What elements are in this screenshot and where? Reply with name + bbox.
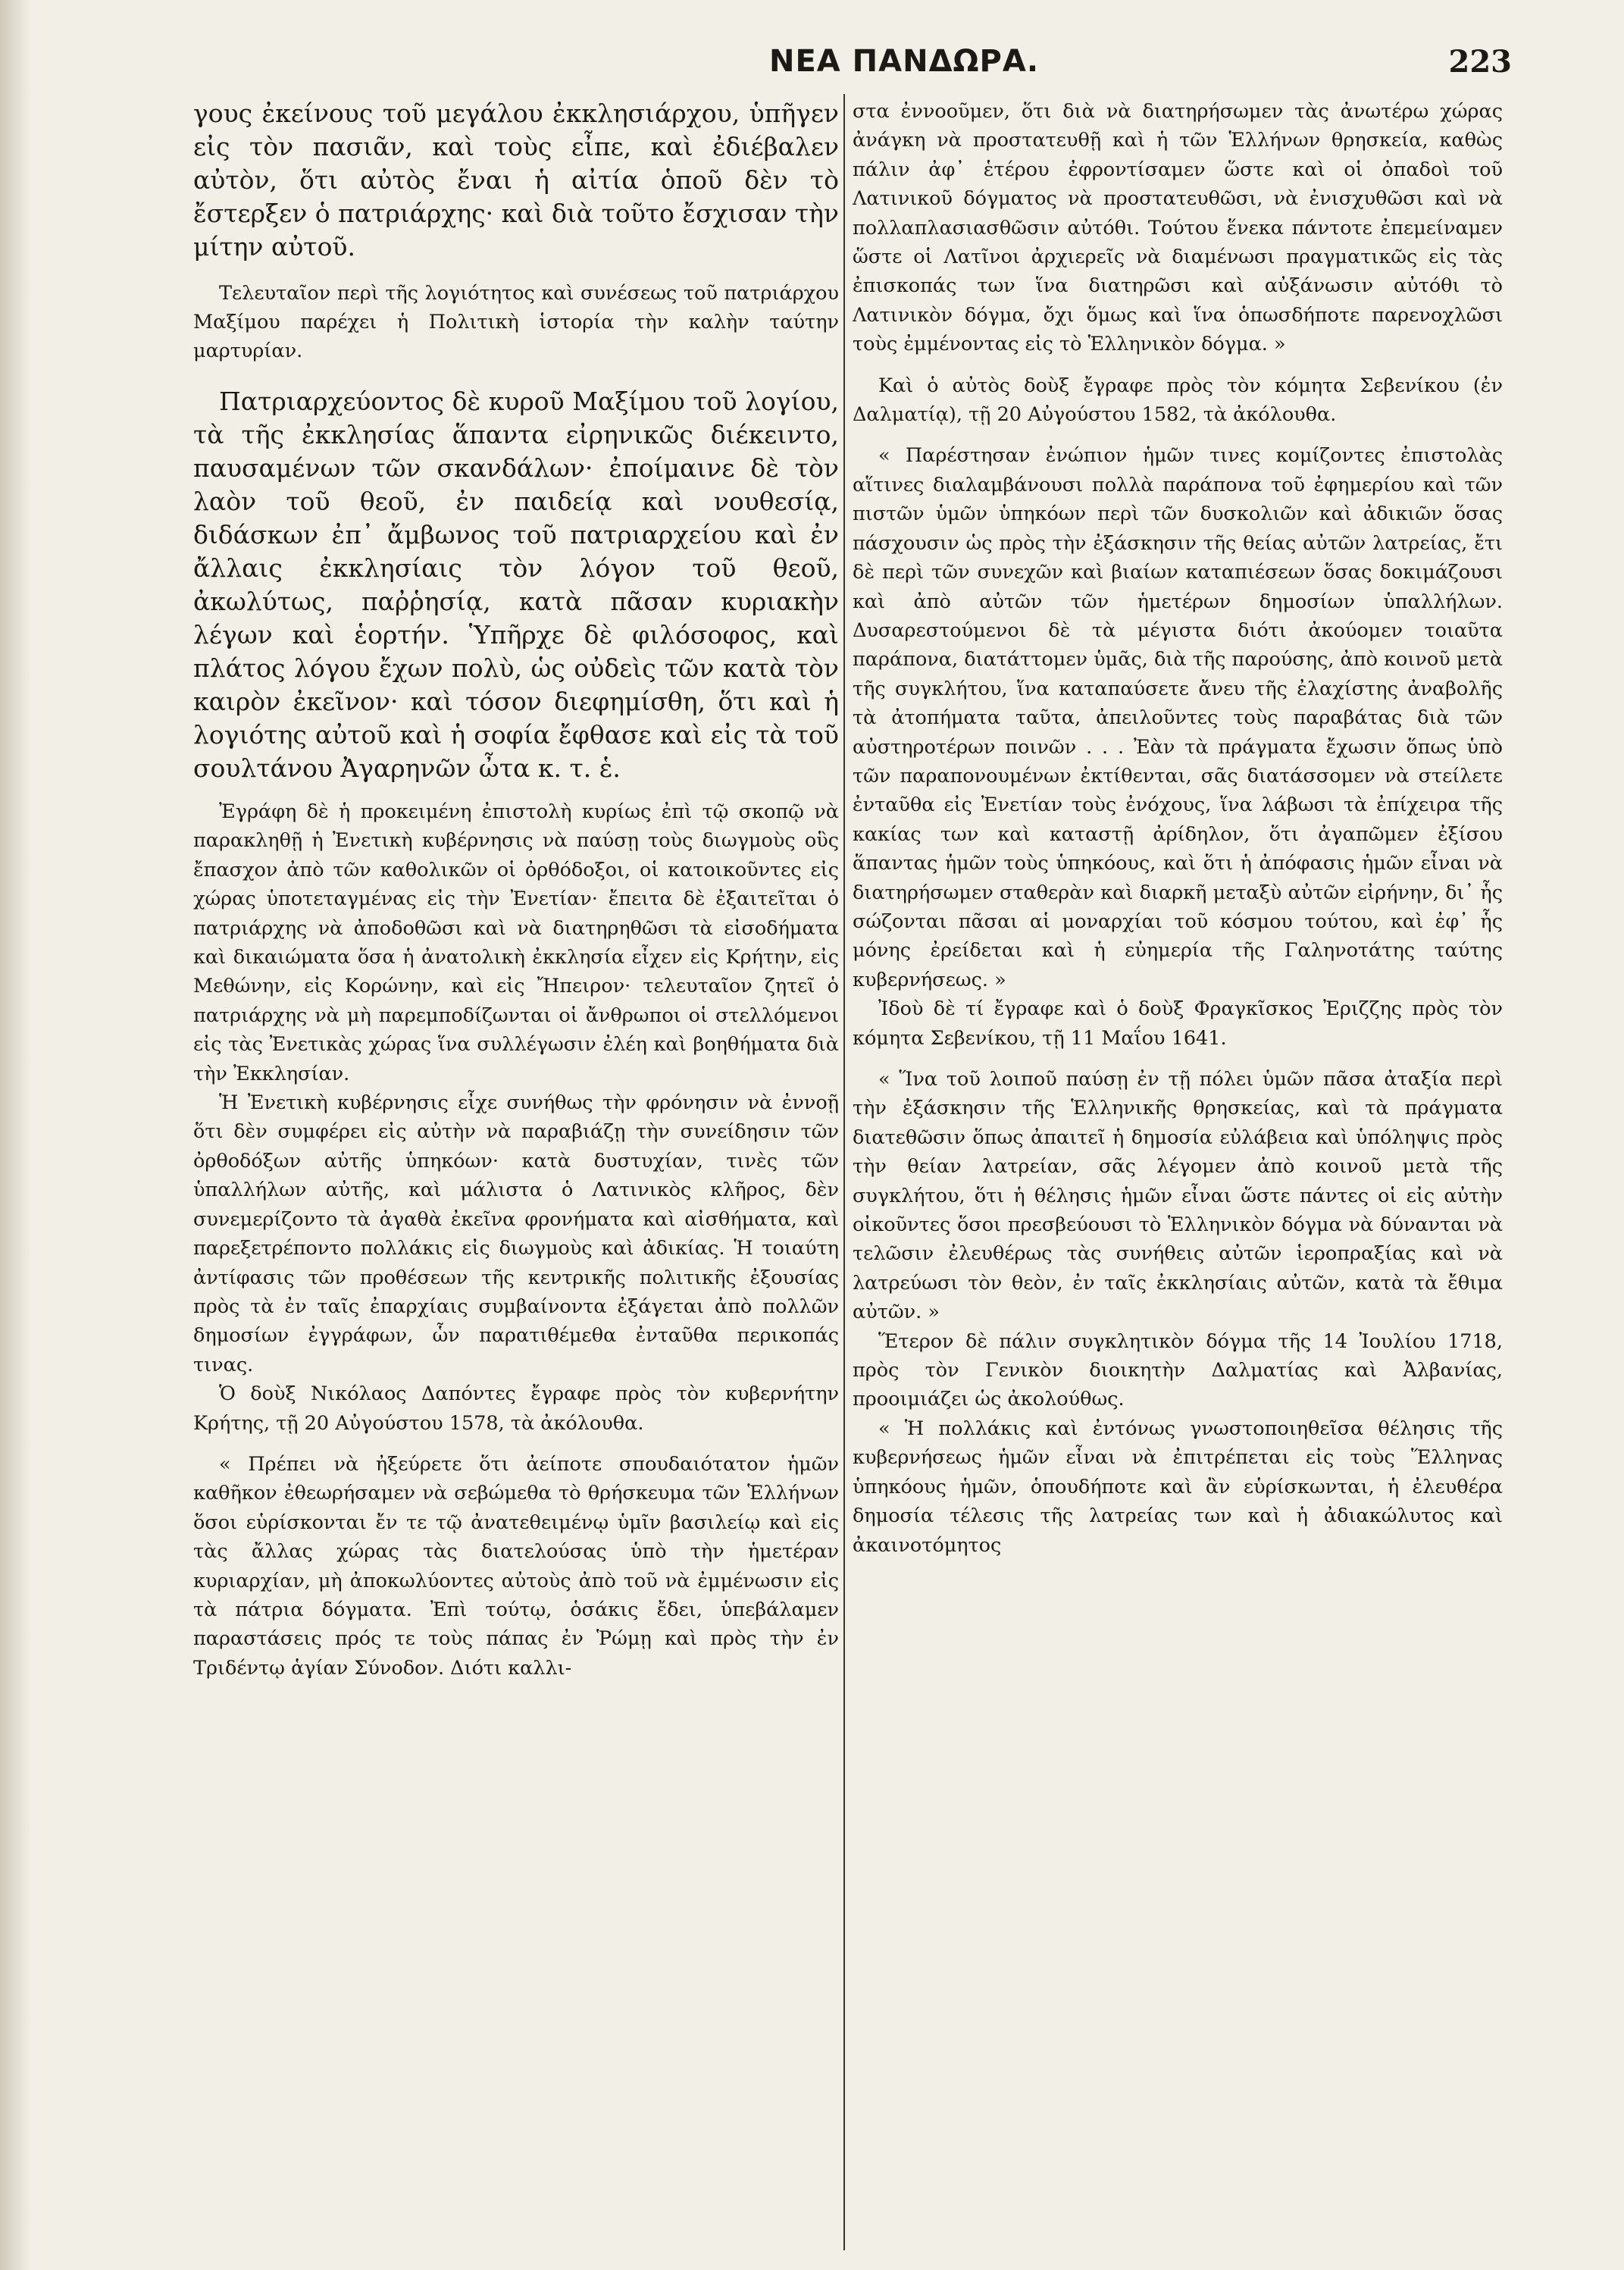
paragraph: Καὶ ὁ αὐτὸς δοὺξ ἔγραφε πρὸς τὸν κόμητα Σεβενίκου (ἐν Δαλματίᾳ), τῇ 20 Αὐγούστου 1582, τὰ ἀκόλουθα. (853, 374, 1503, 427)
right-column (853, 97, 1503, 2250)
book-gutter-shadow (0, 0, 32, 2270)
paragraph: Ἡ Ἐνετικὴ κυβέρνησις εἶχε συνήθως τὴν φρόνησιν νὰ ἐννοῇ ὅτι δὲν συμφέρει εἰς αὐτὴν νὰ παραβιάζῃ τὴν συνείδησιν τῶν ὀρθοδόξων αὐτῆς ὑπηκόων· κατὰ δυστυχίαν, τινὲς τῶν ὑπαλλήλων αὐτῆς, καὶ μάλιστα ὁ Λατινικὸς κλῆρος, δὲν συνεμερίζοντο τὰ ἀγαθὰ ἐκεῖνα φρονήματα καὶ αἰσθήματα, καὶ παρεξετρέποντο πολλάκις εἰς διωγμοὺς καὶ ἀδικίας. Ἡ τοιαύτη ἀντίφασις τῶν προθέσεων τῆς κεντρικῆς πολιτικῆς ἐξουσίας πρὸς τὰ ἐν ταῖς ἐπαρχίαις συμβαίνοντα ἐξάγεται ἀπὸ πολλῶν δημοσίων ἐγγράφων, ὧν παρατιθέμεθα ἐνταῦθα περικοπάς τινας. (193, 1091, 839, 1376)
paragraph: Τελευταῖον περὶ τῆς λογιότητος καὶ συνέσεως τοῦ πατριάρχου Μαξίμου παρέχει ἡ Πολιτικὴ ἱστορία τὴν καλὴν ταύτην μαρτυρίαν. (193, 282, 839, 362)
paragraph: Ἐγράφη δὲ ἡ προκειμένη ἐπιστολὴ κυρίως ἐπὶ τῷ σκοπῷ νὰ παρακληθῇ ἡ Ἐνετικὴ κυβέρνησις νὰ παύσῃ τοὺς διωγμοὺς οὓς ἔπασχον ἀπὸ τῶν καθολικῶν οἱ ὀρθόδοξοι, οἱ κατοικοῦντες εἰς χώρας ὑποτεταγμένας εἰς τὴν Ἐνετίαν· ἔπειτα δὲ ἐξαιτεῖται ὁ πατριάρχης νὰ ἀποδοθῶσι καὶ νὰ διατηρηθῶσι τὰ εἰσοδήματα καὶ δικαιώματα ὅσα ἡ ἀνατολικὴ ἐκκλησία εἶχεν εἰς Κρήτην, εἰς Μεθώνην, εἰς Κορώνην, καὶ εἰς Ἤπειρον· τελευταῖον ζητεῖ ὁ πατριάρχης νὰ μὴ παρεμποδίζωνται οἱ ἄνθρωποι οἱ στελλόμενοι εἰς τὰς Ἐνετικὰς χώρας ἵνα συλλέγωσιν ἐλέη καὶ βοηθήματα διὰ τὴν Ἐκκλησίαν. (193, 800, 839, 1085)
quoted-letter: στα ἐννοοῦμεν, ὅτι διὰ νὰ διατηρήσωμεν τὰς ἀνωτέρω χώρας ἀνάγκη νὰ προστατευθῇ καὶ ἡ τῶν Ἑλλήνων θρησκεία, καθὼς πάλιν ἀφ᾿ ἑτέρου ἐφροντίσαμεν ὥστε καὶ οἱ ὀπαδοὶ τοῦ Λατινικοῦ δόγματος νὰ προστατευθῶσι, νὰ ἐνισχυθῶσι καὶ νὰ πολλαπλασιασθῶσιν αὐτόθι. Τούτου ἕνεκα πάντοτε ἐπεμείναμεν ὥστε οἱ Λατῖνοι ἀρχιερεῖς νὰ διαμένωσι πραγματικῶς εἰς τὰς ἐπισκοπάς των ἵνα διατηρῶσι καὶ αὐξάνωσιν αὐτόθι τὸ Λατινικὸν δόγμα, ὄχι ὅμως καὶ ἵνα ὁπωσδήποτε παρενοχλῶσι τοὺς ἐμμένοντας εἰς τὸ Ἑλληνικὸν δόγμα. » (853, 100, 1503, 356)
paragraph: Ἕτερον δὲ πάλιν συγκλητικὸν δόγμα τῆς 14 Ἰουλίου 1718, πρὸς τὸν Γενικὸν διοικητὴν Δαλματίας καὶ Ἀλβανίας, προοιμιάζει ὡς ἀκολούθως. (853, 1329, 1503, 1411)
left-column (193, 97, 839, 2250)
quoted-letter: « Ἵνα τοῦ λοιποῦ παύσῃ ἐν τῇ πόλει ὑμῶν πᾶσα ἀταξία περὶ τὴν ἐξάσκησιν τῆς Ἑλληνικῆς θρησκείας, καὶ τὰ πράγματα διατεθῶσιν ὅπως ἀπαιτεῖ ἡ δημοσία εὐλάβεια καὶ ὑπόληψις πρὸς τὴν θείαν λατρείαν, σᾶς λέγομεν ἀπὸ κοινοῦ μετὰ τῆς συγκλήτου, ὅτι ἡ θέλησις ἡμῶν εἶναι ὥστε πάντες οἱ εἰς αὐτὴν οἰκοῦντες ὅσοι πρεσβεύουσι τὸ Ἑλληνικὸν δόγμα νὰ δύνανται νὰ τελῶσιν ἐλευθέρως τὰς συνήθεις αὐτῶν ἱεροπραξίας καὶ νὰ λατρεύωσι τὸν θεὸν, ἐν ταῖς ἐκκλησίαις αὐτῶν, κατὰ τὰ ἔθιμα αὐτῶν. » (853, 1068, 1503, 1324)
quoted-letter: « Παρέστησαν ἐνώπιον ἡμῶν τινες κομίζοντες ἐπιστολὰς αἵτινες διαλαμβάνουσι πολλὰ παράπονα τοῦ ἐφημερίου καὶ τῶν πιστῶν ὑμῶν ὑπηκόων περὶ τῶν δυσκολιῶν καὶ ἀδικιῶν ὅσας πάσχουσιν ὡς πρὸς τὴν ἐξάσκησιν τῆς θείας αὐτῶν λατρείας, ἔτι δὲ περὶ τῶν συνεχῶν καὶ βιαίων καταπιέσεων ὅσας δοκιμάζουσι καὶ ἀπὸ αὐτῶν τῶν ἡμετέρων δημοσίων ὑπαλλήλων. Δυσαρεστούμενοι δὲ τὰ μέγιστα διότι ἀκούομεν τοιαῦτα παράπονα, διατάττομεν ὑμᾶς, διὰ τῆς παρούσης, ἀπὸ κοινοῦ μετὰ τῆς συγκλήτου, ἵνα καταπαύσετε ἄνευ τῆς ἐλαχίστης ἀναβολῆς τὰ ἀτοπήματα ταῦτα, ἀπειλοῦντες τοὺς παραβάτας διὰ τῶν αὐστηροτέρων ποινῶν . . . Ἐὰν τὰ πράγματα ἔχωσιν ὅπως ὑπὸ τῶν παραπονουμένων ἐκτίθενται, σᾶς διατάσσομεν νὰ στείλετε ἐνταῦθα εἰς Ἐνετίαν τοὺς ἐνόχους, ἵνα λάβωσι τὰ ἐπίχειρα τῆς κακίας των καὶ καταστῇ ἀρίδηλον, ὅτι ἀγαπῶμεν ἐξίσου ἅπαντας ἡμῶν τοὺς ὑπηκόους, καὶ ὅτι ἡ ἀπόφασις ἡμῶν εἶναι νὰ διατηρήσωμεν σταθερὰν καὶ διαρκῆ μεταξὺ αὐτῶν εἰρήνην, δι᾿ ἧς σώζονται πᾶσαι αἱ μοναρχίαι τοῦ κόσμου τούτου, καὶ ἐφ᾿ ἧς μόνης ἐρείδεται καὶ ἡ εὐημερία τῆς Γαληνοτάτης ταύτης κυβερνήσεως. » (853, 444, 1503, 991)
page-number: 223 (1448, 44, 1512, 80)
quoted-letter: « Ἡ πολλάκις καὶ ἐντόνως γνωστοποιηθεῖσα θέλησις τῆς κυβερνήσεως ἡμῶν εἶναι νὰ ἐπιτρέπεται εἰς τοὺς Ἕλληνας ὑπηκόους ἡμῶν, ὁπουδήποτε καὶ ἂν εὑρίσκωνται, ἡ ἐλευθέρα δημοσία τέλεσις τῆς λατρείας των καὶ ἡ ἀδιακώλυτος καὶ ἀκαινοτόμητος (853, 1417, 1503, 1557)
paragraph: Ἰδοὺ δὲ τί ἔγραφε καὶ ὁ δοὺξ Φραγκῖσκος Ἐριζζης πρὸς τὸν κόμητα Σεβενίκου, τῇ 11 Μαΐου 1641. (853, 997, 1503, 1050)
paragraph: Ὁ δοὺξ Νικόλαος Δαπόντες ἔγραφε πρὸς τὸν κυβερνήτην Κρήτης, τῇ 20 Αὐγούστου 1578, τὰ ἀκόλουθα. (193, 1382, 839, 1435)
running-title: ΝΕΑ ΠΑΝΔΩΡΑ. (769, 44, 1040, 79)
quoted-passage: Πατριαρχεύοντος δὲ κυροῦ Μαξίμου τοῦ λογίου, τὰ τῆς ἐκκλησίας ἅπαντα εἰρηνικῶς διέκειντο, παυσαμένων τῶν σκανδάλων· ἐποίμαινε δὲ τὸν λαὸν τοῦ θεοῦ, ἐν παιδείᾳ καὶ νουθεσίᾳ, διδάσκων ἐπ᾿ ἄμβωνος τοῦ πατριαρχείου καὶ ἐν ἄλλαις ἐκκλησίαις τὸν λόγον τοῦ θεοῦ, ἀκωλύτως, παῤῥησίᾳ, κατὰ πᾶσαν κυριακὴν λέγων καὶ ἑορτήν. Ὑπῆρχε δὲ φιλόσοφος, καὶ πλάτος λόγου ἔχων πολὺ, ὡς οὐδεὶς τῶν κατὰ τὸν καιρὸν ἐκεῖνον· καὶ τόσον διεφημίσθη, ὅτι καὶ ἡ λογιότης αὐτοῦ καὶ ἡ σοφία ἔφθασε καὶ εἰς τὰ τοῦ σουλτάνου Ἀγαρηνῶν ὦτα κ. τ. ἑ. (193, 387, 839, 783)
column-divider (843, 94, 845, 2250)
quoted-letter: « Πρέπει νὰ ἠξεύρετε ὅτι ἀείποτε σπουδαιότατον ἡμῶν καθῆκον ἐθεωρήσαμεν νὰ σεβώμεθα τὸ θρήσκευμα τῶν Ἑλλήνων ὅσοι εὑρίσκονται ἔν τε τῷ ἀνατεθειμένῳ ὑμῖν βασιλείῳ καὶ εἰς τὰς ἄλλας χώρας τὰς διατελούσας ὑπὸ τὴν ἡμετέραν κυριαρχίαν, μὴ ἀποκωλύοντες αὐτοὺς ἀπὸ τοῦ νὰ ἐμμένωσιν εἰς τὰ πάτρια δόγματα. Ἐπὶ τούτῳ, ὁσάκις ἔδει, ὑπεβάλαμεν παραστάσεις πρός τε τοὺς πάπας ἐν Ῥώμῃ καὶ πρὸς τὴν ἐν Τριδέντῳ ἁγίαν Σύνοδον. Διότι καλλι- (193, 1452, 839, 1680)
page-header (0, 39, 1624, 85)
paragraph: γους ἐκείνους τοῦ μεγάλου ἐκκλησιάρχου, ὑπῆγεν εἰς τὸν πασιᾶν, καὶ τοὺς εἶπε, καὶ ἐδιέβαλεν αὐτὸν, ὅτι αὐτὸς ἔναι ἡ αἰτία ὁποῦ δὲν τὸ ἔστερξεν ὁ πατριάρχης· καὶ διὰ τοῦτο ἔσχισαν τὴν μίτην αὐτοῦ. (193, 99, 839, 261)
